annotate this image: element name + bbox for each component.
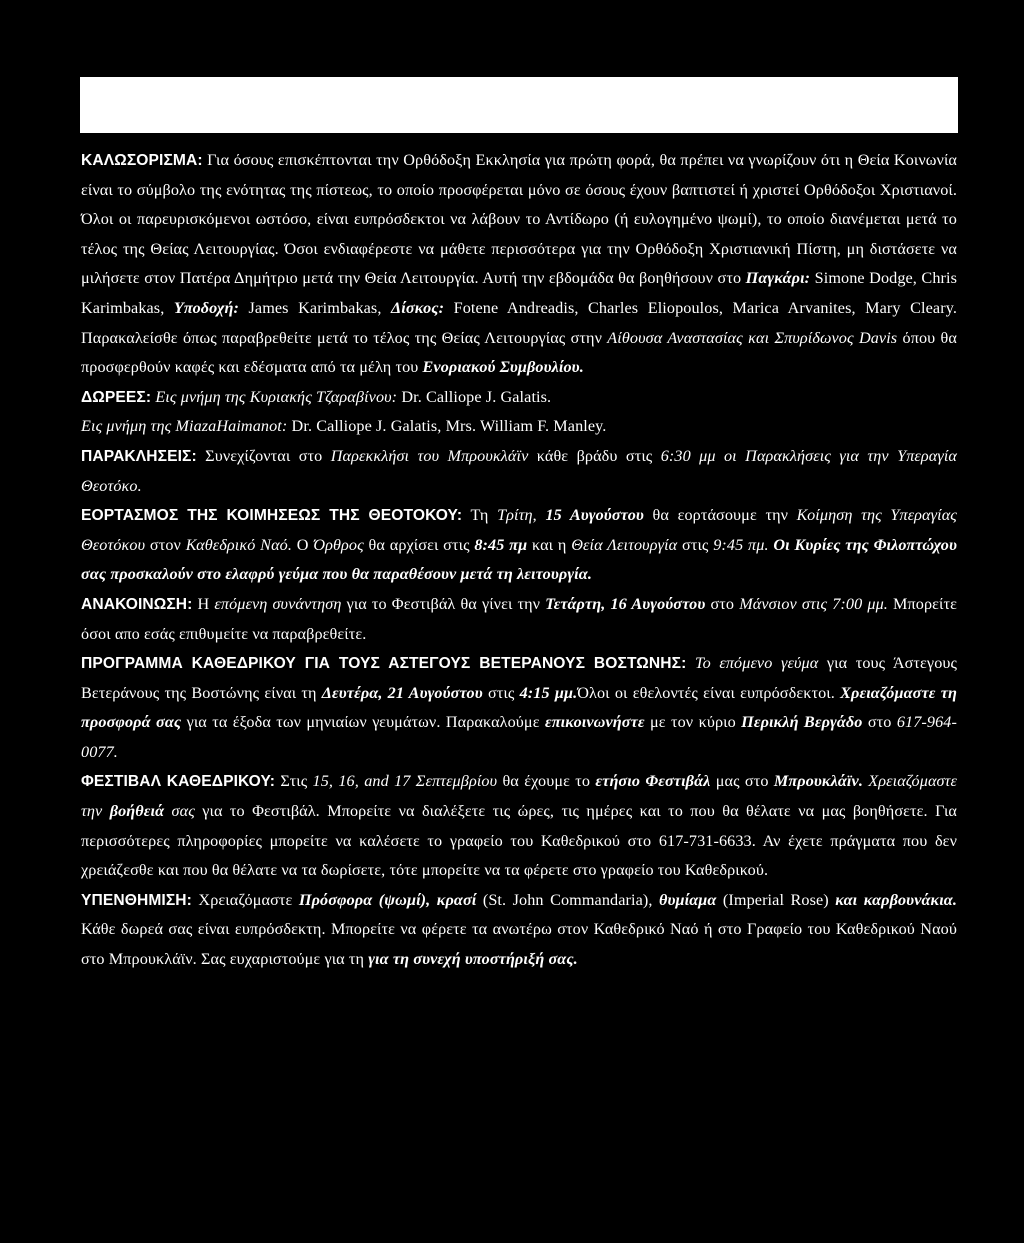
- announcement-paragraph: [81, 590, 957, 649]
- veterans-text-3: Όλοι οι εθελοντές είναι ευπρόσδεκτοι.: [577, 683, 841, 702]
- paraklisis-text: Συνεχίζονται στο: [196, 446, 331, 465]
- pangari-names: Simone Dodge, Chris Karimbakas,: [81, 269, 957, 317]
- donations-paragraph-2: [81, 412, 957, 442]
- coffee-hour-text: Παρακαλείσθε όπως παραβρεθείτε μετά το τέλος της Θείας Λειτουργίας στην: [81, 328, 608, 347]
- dormition-text-5: θα αρχίσει στις: [363, 535, 475, 554]
- reminder-heading: ΥΠΕΝΘΗΜΙΣΗ:: [81, 891, 192, 909]
- orthros-label: Όρθρος: [313, 535, 364, 554]
- reminder-incense: θυμίαμα: [659, 890, 717, 909]
- veterans-text: για τους Άστεγους Βετεράνους της Βοστώνης είναι τη: [81, 654, 958, 702]
- dormition-date: 15 Αυγούστου: [545, 506, 644, 525]
- welcome-text: Για όσους επισκέπτονται την Ορθόδοξη Εκκλησία για πρώτη φορά, θα πρέπει να γνωρίζουν ότι η Θεία Κοινωνία είναι το σύμβολο της ενότητας της πίστεως, το οποίο προσφέρεται μόνο σε όσους έχουν βαπτιστεί ή χριστεί Ορθόδοξοι Χριστιανοί. Όλοι οι παρευρισκόμενοι ωστόσο, είναι ευπρόσδεκτοι να λάβουν το Αντίδωρο (ή ευλογημένο ψωμί), το οποίο διανέμεται μετά το τέλος της Θείας Λειτουργίας. Όσοι ενδιαφέρεστε να μάθετε περισσότερα για την Ορθόδοξη Χριστιανική Πίστη, μη διστάσετε να μιλήσετε στον Πατέρα Δημήτριο μετά την Θεία Λειτουργία.: [81, 151, 957, 288]
- welcome-paragraph: [81, 146, 957, 383]
- meeting-date: Τετάρτη, 16 Αυγούστου: [545, 594, 706, 613]
- veterans-text-6: στο: [862, 713, 897, 732]
- pangari-label: Παγκάρι:: [745, 269, 811, 288]
- memorial-2-donors: Dr. Calliope J. Galatis, Mrs. William F. Manley.: [287, 417, 607, 436]
- festival-paragraph: [81, 767, 957, 885]
- festival-dates: 15, 16, and 17 Σεπτεμβρίου: [312, 772, 498, 791]
- dormition-text: Τη: [462, 506, 498, 525]
- veterans-need: Χρειαζόμαστε τη προσφορά σας: [81, 683, 957, 732]
- reminder-paragraph: [81, 886, 957, 975]
- dormition-text-4: Ο: [292, 535, 314, 554]
- veterans-date: Δευτέρα, 21 Αυγούστου: [321, 683, 483, 702]
- festival-help: βοήθειά: [109, 802, 165, 821]
- paraklisis-paragraph: [81, 442, 957, 501]
- dormition-feast: Κοίμηση της Υπεραγίας Θεοτόκου: [81, 506, 957, 554]
- cathedral-name: Καθεδρικό Ναό.: [185, 535, 293, 554]
- paraklisis-time: 6:30 μμ οι Παρακλήσεις για την Υπεραγία Θεοτόκο.: [81, 446, 958, 495]
- dormition-day: Τρίτη: [497, 506, 533, 525]
- ypodochi-names: James Karimbakas,: [238, 298, 392, 317]
- reminder-text-4: Κάθε δωρεά σας είναι ευπρόσδεκτη. Μπορείτε να φέρετε τα ανωτέρω στον Καθεδρικό Ναό ή στο Γραφείο του Καθεδρικού Ναού στο Μπρουκλάϊν. Σας ευχαριστούμε για τη: [81, 920, 957, 969]
- veterans-paragraph: [81, 649, 957, 767]
- veterans-person: Περικλή Βεργάδο: [741, 713, 863, 732]
- meeting-place: Μάνσιον στις 7:00 μμ.: [739, 594, 888, 613]
- parish-council: Ενοριακού Συμβουλίου.: [422, 358, 584, 377]
- reminder-text: Χρειαζόμαστε: [191, 890, 299, 909]
- coffee-hour-text-2: όπου θα προσφερθούν καφές και εδέσματα από τα μέλη του: [81, 328, 957, 377]
- donations-paragraph: [81, 383, 957, 413]
- reminder-text-3: (Imperial Rose): [716, 890, 836, 909]
- festival-yours: σας: [164, 802, 195, 821]
- reminder-text-2: (St. John Commandaria),: [476, 890, 659, 909]
- festival-annual: ετήσιο Φεστιβάλ: [595, 772, 711, 791]
- announcement-text-2: για το Φεστιβάλ θα γίνει την: [341, 594, 546, 613]
- reminder-prosfora: Πρόσφορα (ψωμί), κρασί: [298, 890, 477, 909]
- diskos-names: Fotene Andreadis, Charles Eliopoulos, Marica Arvanites, Mary Cleary.: [444, 298, 957, 317]
- festival-text-3: μας στο: [710, 772, 774, 791]
- ypodochi-label: Υποδοχή:: [173, 298, 239, 317]
- next-meeting: επόμενη συνάντηση: [214, 594, 342, 613]
- dormition-paragraph: [81, 501, 957, 590]
- veterans-text-2: στις: [482, 683, 520, 702]
- liturgy-label: Θεία Λειτουργία: [571, 535, 678, 554]
- memorial-1-label: Εις μνήμη της Κυριακής Τζαραβίνου:: [151, 387, 398, 406]
- announcement-heading: ΑΝΑΚΟΙΝΩΣΗ:: [81, 595, 193, 613]
- festival-place: Μπρουκλάϊν.: [773, 772, 863, 791]
- dormition-text-2: θα εορτάσουμε την: [643, 506, 797, 525]
- dormition-text-3: στον: [145, 535, 186, 554]
- festival-text: Στις: [275, 772, 313, 791]
- chapel-name: Παρεκκλήσι του Μπρουκλάϊν: [330, 446, 529, 465]
- announcement-text-3: στο: [705, 594, 740, 613]
- reminder-coal: και καρβουνάκια.: [835, 890, 958, 909]
- paraklisis-text-2: κάθε βράδυ στις: [528, 446, 661, 465]
- dormition-comma: ,: [532, 506, 546, 525]
- festival-heading: ΦΕΣΤΙΒΑΛ ΚΑΘΕΔΡΙΚΟΥ:: [81, 773, 276, 791]
- festival-text-5: για το Φεστιβάλ. Μπορείτε να διαλέξετε τις ώρες, τις ημέρες και το που θα θέλατε να μας βοηθήσετε. Για περισσότερες πληροφορίες μπορείτε να καλέσετε το γραφείο του Καθεδρικού στο 617-731-6633. Αν έχετε πράγματα που δεν χρειάζεσθε και που θα θέλατε να τα δωρίσετε, τότε μπορείτε να τα φέρετε στο γραφείο του Καθεδρικού.: [81, 802, 958, 880]
- paraklisis-heading: ΠΑΡΑΚΛΗΣΕΙΣ:: [81, 447, 197, 465]
- announcement-text: Η: [192, 594, 215, 613]
- dormition-text-7: στις: [677, 535, 714, 554]
- veterans-heading: ΠΡΟΓΡΑΜΜΑ ΚΑΘΕΔΡΙΚΟΥ ΓΙΑ ΤΟΥΣ ΑΣΤΕΓΟΥΣ ΒΕΤΕΡΑΝΟΥΣ ΒΟΣΤΩΝΗΣ:: [81, 655, 687, 673]
- bulletin-body: [81, 146, 957, 975]
- announcement-text-4: Μπορείτε όσοι απο εσάς επιθυμείτε να παραβρεθείτε.: [81, 594, 958, 643]
- header-bar: [80, 77, 958, 133]
- welcome-heading: ΚΑΛΩΣΟΡΙΣΜΑ:: [81, 152, 203, 169]
- memorial-1-donors: Dr. Calliope J. Galatis.: [397, 387, 552, 406]
- veterans-contact: επικοινωνήστε: [544, 713, 645, 732]
- hall-name: Αίθουσα Αναστασίας και Σπυρίδωνος Davis: [607, 328, 898, 347]
- memorial-2-label: Εις μνήμη της MiazaHaimanot:: [81, 417, 288, 436]
- orthros-time: 8:45 πμ: [474, 535, 528, 554]
- dormition-text-6: και η: [527, 535, 572, 554]
- festival-text-2: θα έχουμε το: [497, 772, 596, 791]
- donations-heading: ΔΩΡΕΕΣ:: [81, 388, 152, 406]
- reminder-support: για τη συνεχή υποστήριξή σας.: [368, 950, 578, 969]
- veterans-phone: 617-964-0077.: [81, 713, 957, 761]
- festival-need: Χρειαζόμαστε την: [81, 772, 958, 821]
- welcome-helpers-intro: Αυτή την εβδομάδα θα βοηθήσουν στο: [478, 269, 746, 288]
- veterans-text-4: για τα έξοδα των μηνιαίων γευμάτων. Παρακαλούμε: [181, 713, 545, 732]
- veterans-next-meal: Το επόμενο γεύμα: [686, 654, 819, 673]
- dormition-heading: ΕΟΡΤΑΣΜΟΣ ΤΗΣ ΚΟΙΜΗΣΕΩΣ ΤΗΣ ΘΕΟΤΟΚΟΥ:: [81, 507, 463, 525]
- philoptochos-invite: Οι Κυρίες της Φιλοπτώχου σας προσκαλούν στο ελαφρύ γεύμα που θα παραθέσουν μετά τη λειτουργία.: [81, 535, 957, 584]
- veterans-text-5: με τον κύριο: [644, 713, 742, 732]
- diskos-label: Δίσκος:: [391, 298, 445, 317]
- veterans-time: 4:15 μμ.: [519, 683, 578, 702]
- liturgy-time: 9:45 πμ.: [713, 535, 769, 554]
